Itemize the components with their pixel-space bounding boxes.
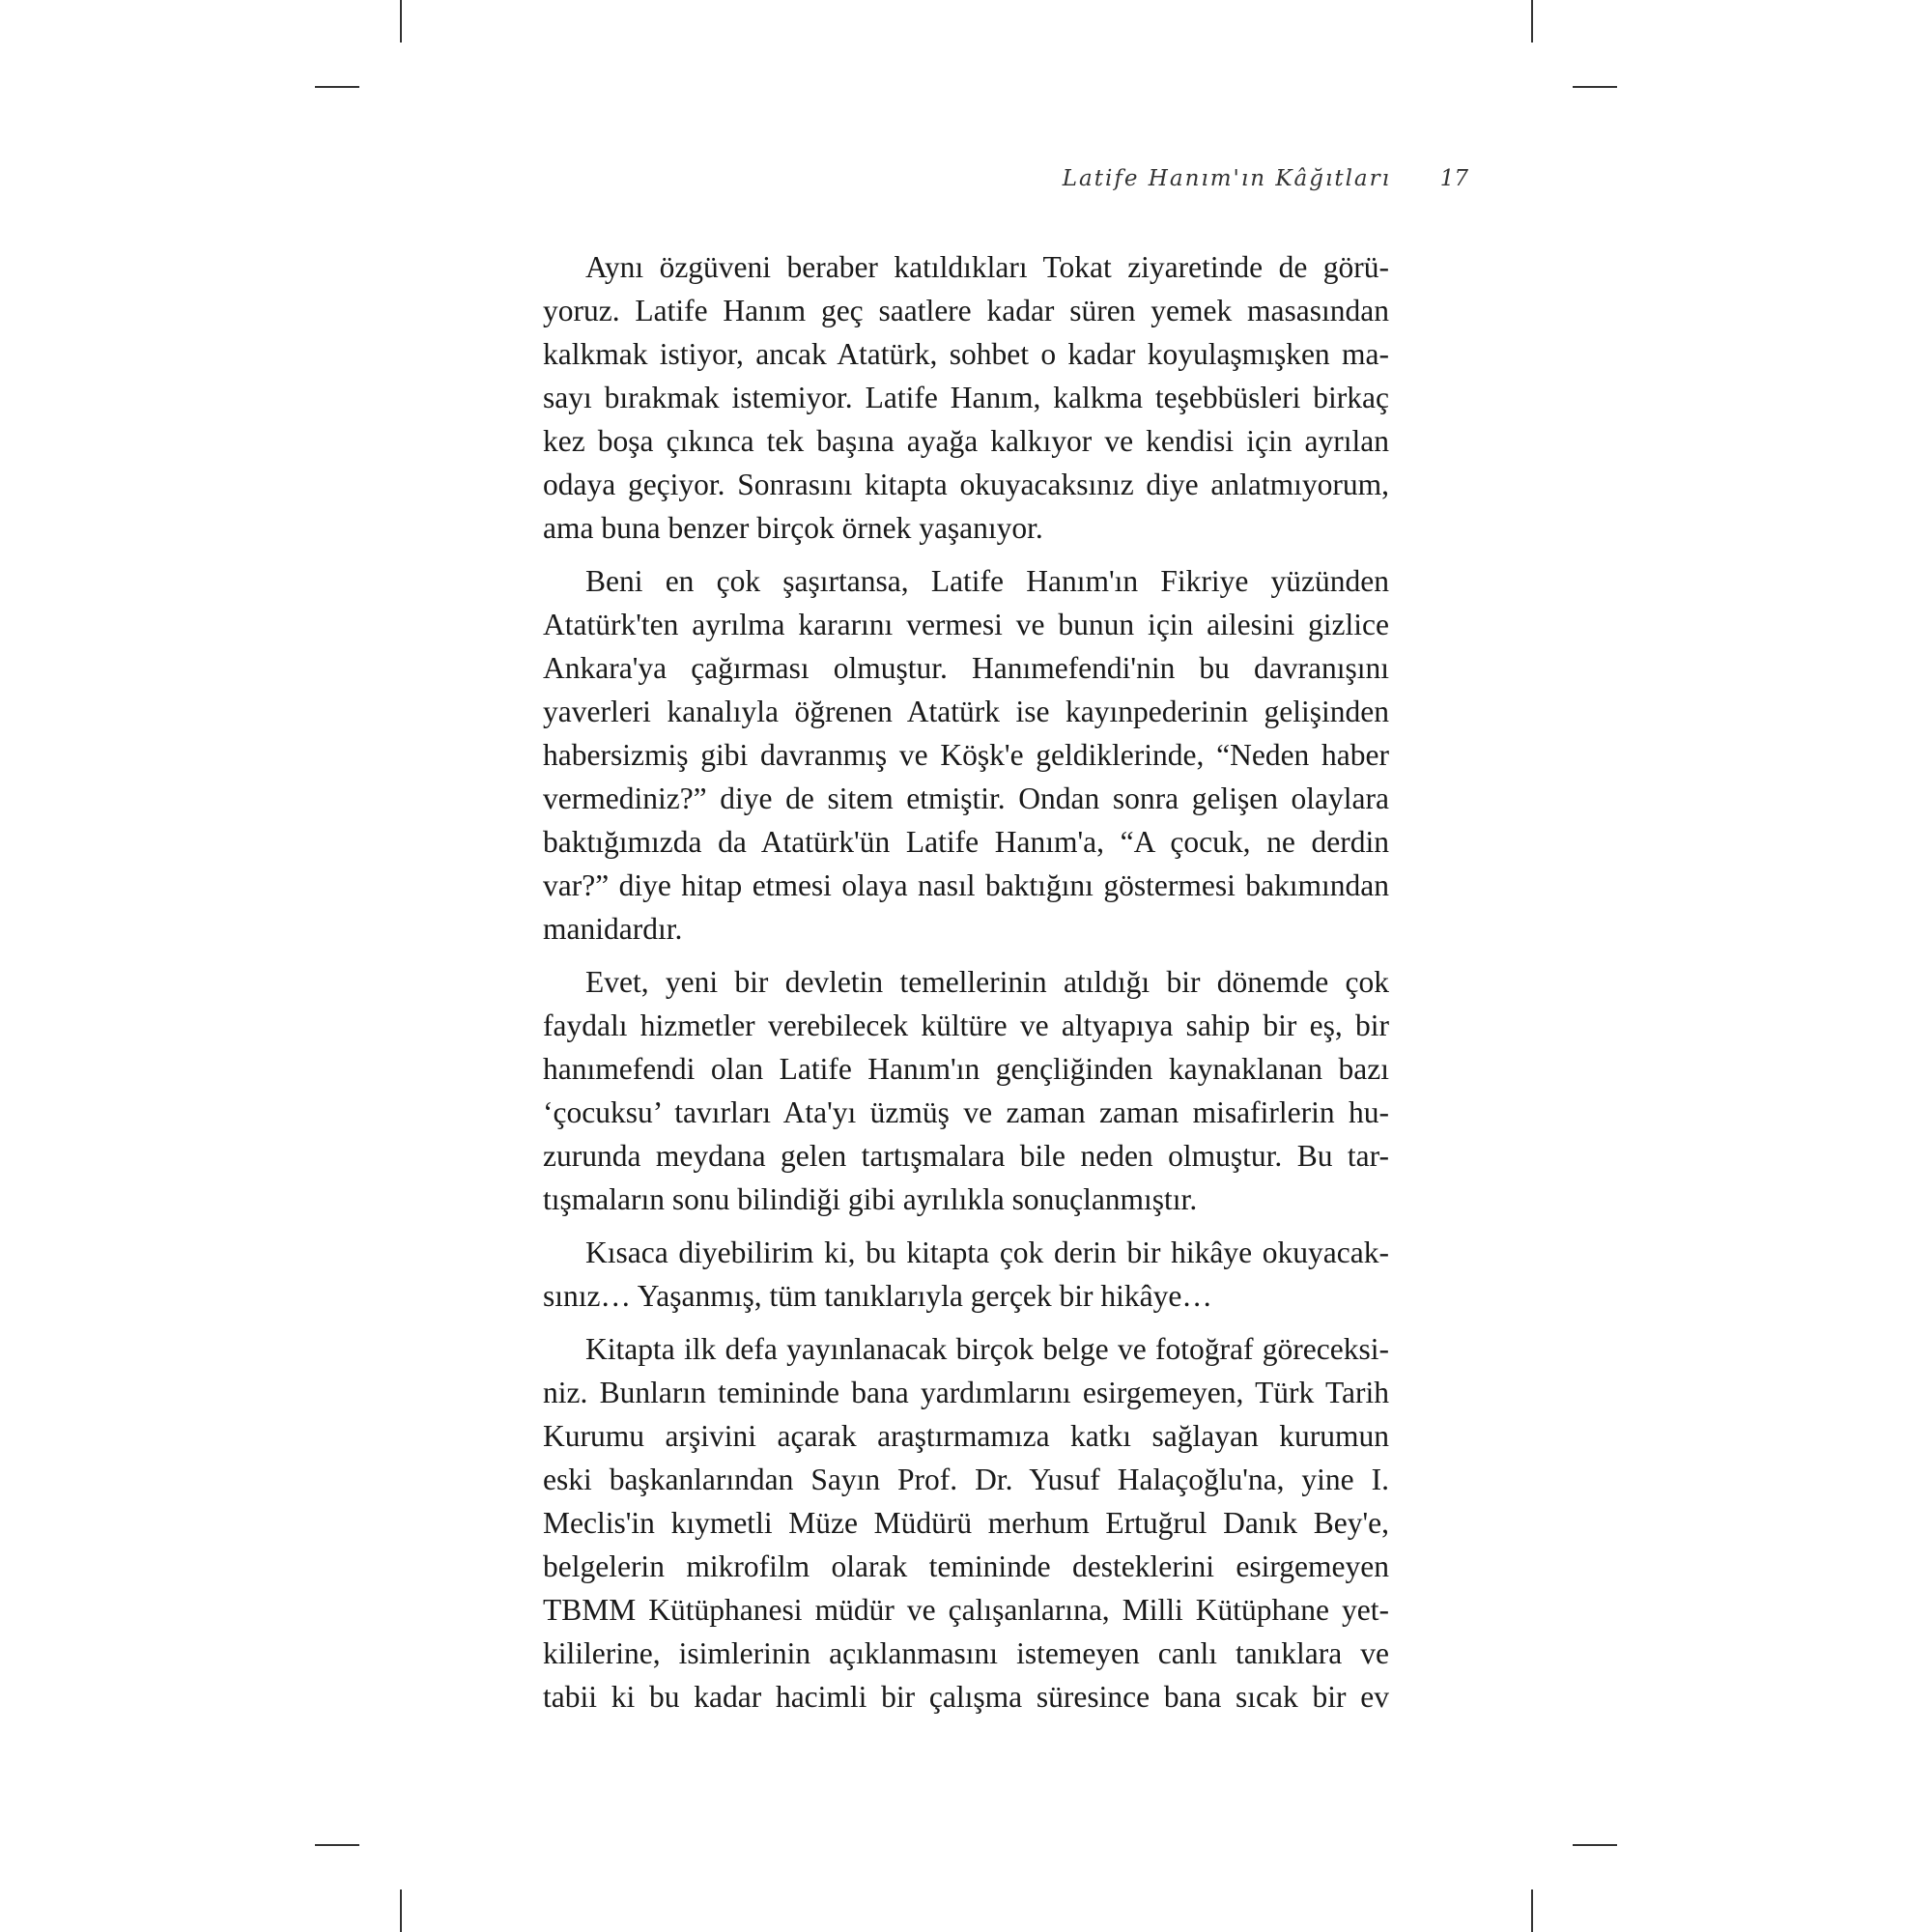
text-line: vermediniz?” diye de sitem etmiştir. Ondan sonra gelişen olaylara [543,781,1389,815]
text-line: tabii ki bu kadar hacimli bir çalışma süresince bana sıcak bir ev [543,1680,1389,1714]
crop-mark-top-right [1531,0,1533,43]
paragraph [543,1231,1389,1318]
text-line: Aynı özgüveni beraber katıldıkları Tokat ziyaretinde de görü- [585,250,1389,284]
text-line: sınız… Yaşanmış, tüm tanıklarıyla gerçek bir hikâye… [543,1279,1212,1313]
text-line: var?” diye hitap etmesi olaya nasıl baktığını göstermesi bakımından [543,868,1389,902]
text-line: sayı bırakmak istemiyor. Latife Hanım, kalkma teşebbüsleri birkaç [543,381,1389,414]
text-line: ama buna benzer birçok örnek yaşanıyor. [543,511,1043,545]
text-line: belgelerin mikrofilm olarak temininde desteklerini esirgemeyen [543,1549,1389,1583]
text-line: manidardır. [543,912,683,946]
crop-mark-top-left-horizontal [315,86,359,88]
text-line: odaya geçiyor. Sonrasını kitapta okuyacaksınız diye anlatmıyorum, [543,468,1389,501]
paragraph [543,559,1389,951]
crop-mark-top-right-horizontal [1573,86,1617,88]
text-line: Beni en çok şaşırtansa, Latife Hanım'ın Fikriye yüzünden [585,564,1389,598]
body-text [543,245,1389,1728]
crop-mark-bottom-left-horizontal [315,1844,359,1846]
text-line: kalkmak istiyor, ancak Atatürk, sohbet o kadar koyulaşmışken ma- [543,337,1389,371]
text-line: Kısaca diyebilirim ki, bu kitapta çok derin bir hikâye okuyacak- [585,1236,1389,1269]
text-line: tışmaların sonu bilindiği gibi ayrılıkla sonuçlanmıştır. [543,1182,1198,1216]
text-line: niz. Bunların temininde bana yardımlarını esirgemeyen, Türk Tarih [543,1376,1389,1409]
text-line: Kitapta ilk defa yayınlanacak birçok belge ve fotoğraf göreceksi- [585,1332,1389,1366]
text-line: Atatürk'ten ayrılma kararını vermesi ve bunun için ailesini gizlice [543,608,1389,641]
page-number: 17 [1439,166,1468,191]
text-line: yoruz. Latife Hanım geç saatlere kadar süren yemek masasından [543,294,1389,327]
text-line: habersizmiş gibi davranmış ve Köşk'e geldiklerinde, “Neden haber [543,738,1389,772]
text-line: zurunda meydana gelen tartışmalara bile neden olmuştur. Bu tar- [543,1139,1389,1173]
text-line: hanımefendi olan Latife Hanım'ın gençliğinden kaynaklanan bazı [543,1052,1389,1086]
text-line: baktığımızda da Atatürk'ün Latife Hanım'a, “A çocuk, ne derdin [543,825,1389,859]
text-line: faydalı hizmetler verebilecek kültüre ve altyapıya sahip bir eş, bir [543,1009,1389,1042]
text-line: Meclis'in kıymetli Müze Müdürü merhum Ertuğrul Danık Bey'e, [543,1506,1389,1540]
text-line: yaverleri kanalıyla öğrenen Atatürk ise kayınpederinin gelişinden [543,695,1389,728]
text-line: kililerine, isimlerinin açıklanmasını istemeyen canlı tanıklara ve [543,1636,1389,1670]
text-line: Kurumu arşivini açarak araştırmamıza katkı sağlayan kurumun [543,1419,1389,1453]
text-line: kez boşa çıkınca tek başına ayağa kalkıyor ve kendisi için ayrılan [543,424,1389,458]
crop-mark-bottom-left [400,1889,402,1932]
paragraph [543,960,1389,1221]
text-line: eski başkanlarından Sayın Prof. Dr. Yusuf Halaçoğlu'na, yine I. [543,1463,1389,1496]
running-head-title: Latife Hanım'ın Kâğıtları [1062,166,1391,191]
paragraph [543,1327,1389,1719]
text-line: ‘çocuksu’ tavırları Ata'yı üzmüş ve zaman zaman misafirlerin hu- [543,1095,1389,1129]
text-line: Evet, yeni bir devletin temellerinin atıldığı bir dönemde çok [585,965,1389,999]
crop-mark-bottom-right [1531,1889,1533,1932]
text-line: Ankara'ya çağırması olmuştur. Hanımefendi'nin bu davranışını [543,651,1389,685]
crop-mark-top-left [400,0,402,43]
paragraph [543,245,1389,550]
running-head [1063,166,1468,205]
text-line: TBMM Kütüphanesi müdür ve çalışanlarına, Milli Kütüphane yet- [543,1593,1389,1627]
crop-mark-bottom-right-horizontal [1573,1844,1617,1846]
